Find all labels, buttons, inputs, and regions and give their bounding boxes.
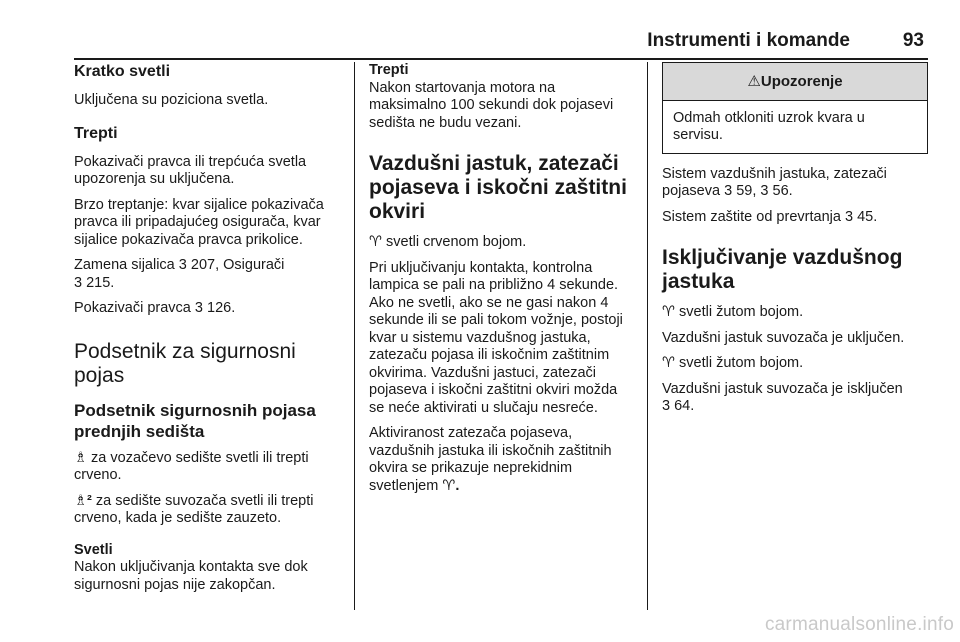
column-divider: [354, 62, 355, 610]
reference-arrow-icon: 3: [844, 208, 854, 225]
warning-header: [663, 63, 927, 101]
paragraph: Pokazivači pravca 3 126.: [74, 300, 236, 316]
reference-arrow-icon: 3: [74, 274, 83, 291]
heading-trepti: Trepti: [74, 124, 118, 142]
paragraph: Pokazivači pravca ili trepćuća svetla upozorenja su uključena.: [74, 153, 307, 187]
link-ref-64[interactable]: 64.: [674, 398, 695, 414]
reference-arrow-icon: 3: [724, 183, 733, 199]
column-right: [662, 62, 928, 424]
airbag-icon: ♈: [369, 234, 382, 250]
warning-title: Upozorenje: [760, 73, 843, 90]
paragraph: Uključena su poziciona svetla.: [74, 92, 269, 108]
page-number: 93: [902, 30, 924, 51]
watermark: carmanualsonline.info: [764, 614, 954, 635]
heading-iskljucivanje: Isključivanje vazdušnog jastuka: [662, 246, 903, 293]
reference-arrow-icon: 3: [194, 300, 203, 316]
warning-triangle-icon: ⚠: [747, 73, 761, 90]
link-ref-207[interactable]: 207: [190, 257, 216, 273]
paragraph: Nakon startovanja motora na maksimalno 100 sekundi dok pojasevi sedišta ne budu vezani.: [369, 79, 614, 131]
column-divider: [647, 62, 648, 610]
paragraph: Zamena sijalica 3 207, Osigurači 3 215.: [74, 257, 285, 291]
link-ref-45[interactable]: 45.: [857, 208, 878, 225]
paragraph: ♈ svetli crvenom bojom.: [369, 234, 527, 250]
paragraph: Nakon uključivanja kontakta sve dok sigurnosni pojas nije zakopčan.: [74, 559, 308, 593]
reference-arrow-icon: 3: [178, 257, 187, 273]
paragraph: Sistem zaštite od prevrtanja 3 45.: [662, 208, 878, 225]
paragraph: Brzo treptanje: kvar sijalice pokazivača pravca ili pripadajućeg osigurača, kvar sijalice pokazivača pravca prikolice.: [74, 196, 324, 248]
paragraph: Aktiviranost zatezača pojaseva, vazdušnih jastuka ili iskočnih zaštitnih okvira se prikazuje neprekidnim svetlenjem ♈.: [369, 425, 612, 494]
paragraph: ♗² za sedište suvozača svetli ili trepti crveno, kada je sedište zauzeto.: [74, 492, 314, 526]
column-left: [74, 62, 344, 602]
paragraph: ♗ za vozačevo sedište svetli ili trepti crveno.: [74, 449, 309, 483]
column-middle: [369, 62, 635, 503]
paragraph: ♈ svetli žutom bojom.: [662, 304, 804, 320]
airbag-off-icon: ♈: [662, 355, 675, 371]
heading-podsetnik-sub: Podsetnik sigurnosnih pojasa prednjih sedišta: [74, 400, 316, 441]
heading-trepti: Trepti: [369, 62, 409, 78]
seatbelt-icon: ♗: [74, 449, 87, 466]
paragraph: Vazdušni jastuk suvozača je isključen 3 64.: [662, 380, 903, 414]
heading-vazdusni-jastuk: Vazdušni jastuk, zatezači pojaseva i iskočni zaštitni okviri: [369, 152, 627, 223]
warning-text: Odmah otkloniti uzrok kvara u servisu.: [673, 109, 865, 143]
section-title: Instrumenti i komande: [647, 30, 850, 51]
heading-kratko-svetli: Kratko svetli: [74, 63, 171, 80]
heading-podsetnik: Podsetnik za sigurnosni pojas: [74, 339, 296, 387]
reference-arrow-icon: 3: [662, 398, 671, 414]
link-ref-59[interactable]: 59,: [736, 183, 757, 199]
seatbelt-passenger-icon: ♗²: [74, 492, 92, 509]
warning-box: [662, 62, 928, 154]
paragraph: Vazdušni jastuk suvozača je uključen.: [662, 329, 905, 346]
link-ref-126[interactable]: 126.: [207, 300, 236, 316]
link-ref-215[interactable]: 215.: [86, 274, 115, 291]
paragraph: ♈ svetli žutom bojom.: [662, 355, 804, 371]
airbag-on-icon: ♈: [662, 304, 675, 320]
paragraph: Pri uključivanju kontakta, kontrolna lampica se pali na približno 4 sekunde. Ako ne svetli, ako se ne gasi nakon 4 sekunde ili se pali tokom vožnje, postoji kvar u sistemu vazdušnog jastuka, zatezaču pojasa ili iskočnim zaštitnim okvirima. Vazdušni jastuci, zatezači pojaseva i iskočni zaštitni okviri možda se neće aktivirati u slučaju nesreće.: [369, 259, 623, 416]
heading-svetli: Svetli: [74, 541, 113, 558]
reference-arrow-icon: 3: [760, 183, 769, 199]
link-ref-56[interactable]: 56.: [772, 183, 793, 199]
airbag-icon: ♈.: [442, 477, 460, 494]
page-header: [74, 26, 928, 60]
paragraph: Sistem vazdušnih jastuka, zatezači pojaseva 3 59, 3 56.: [662, 165, 887, 199]
